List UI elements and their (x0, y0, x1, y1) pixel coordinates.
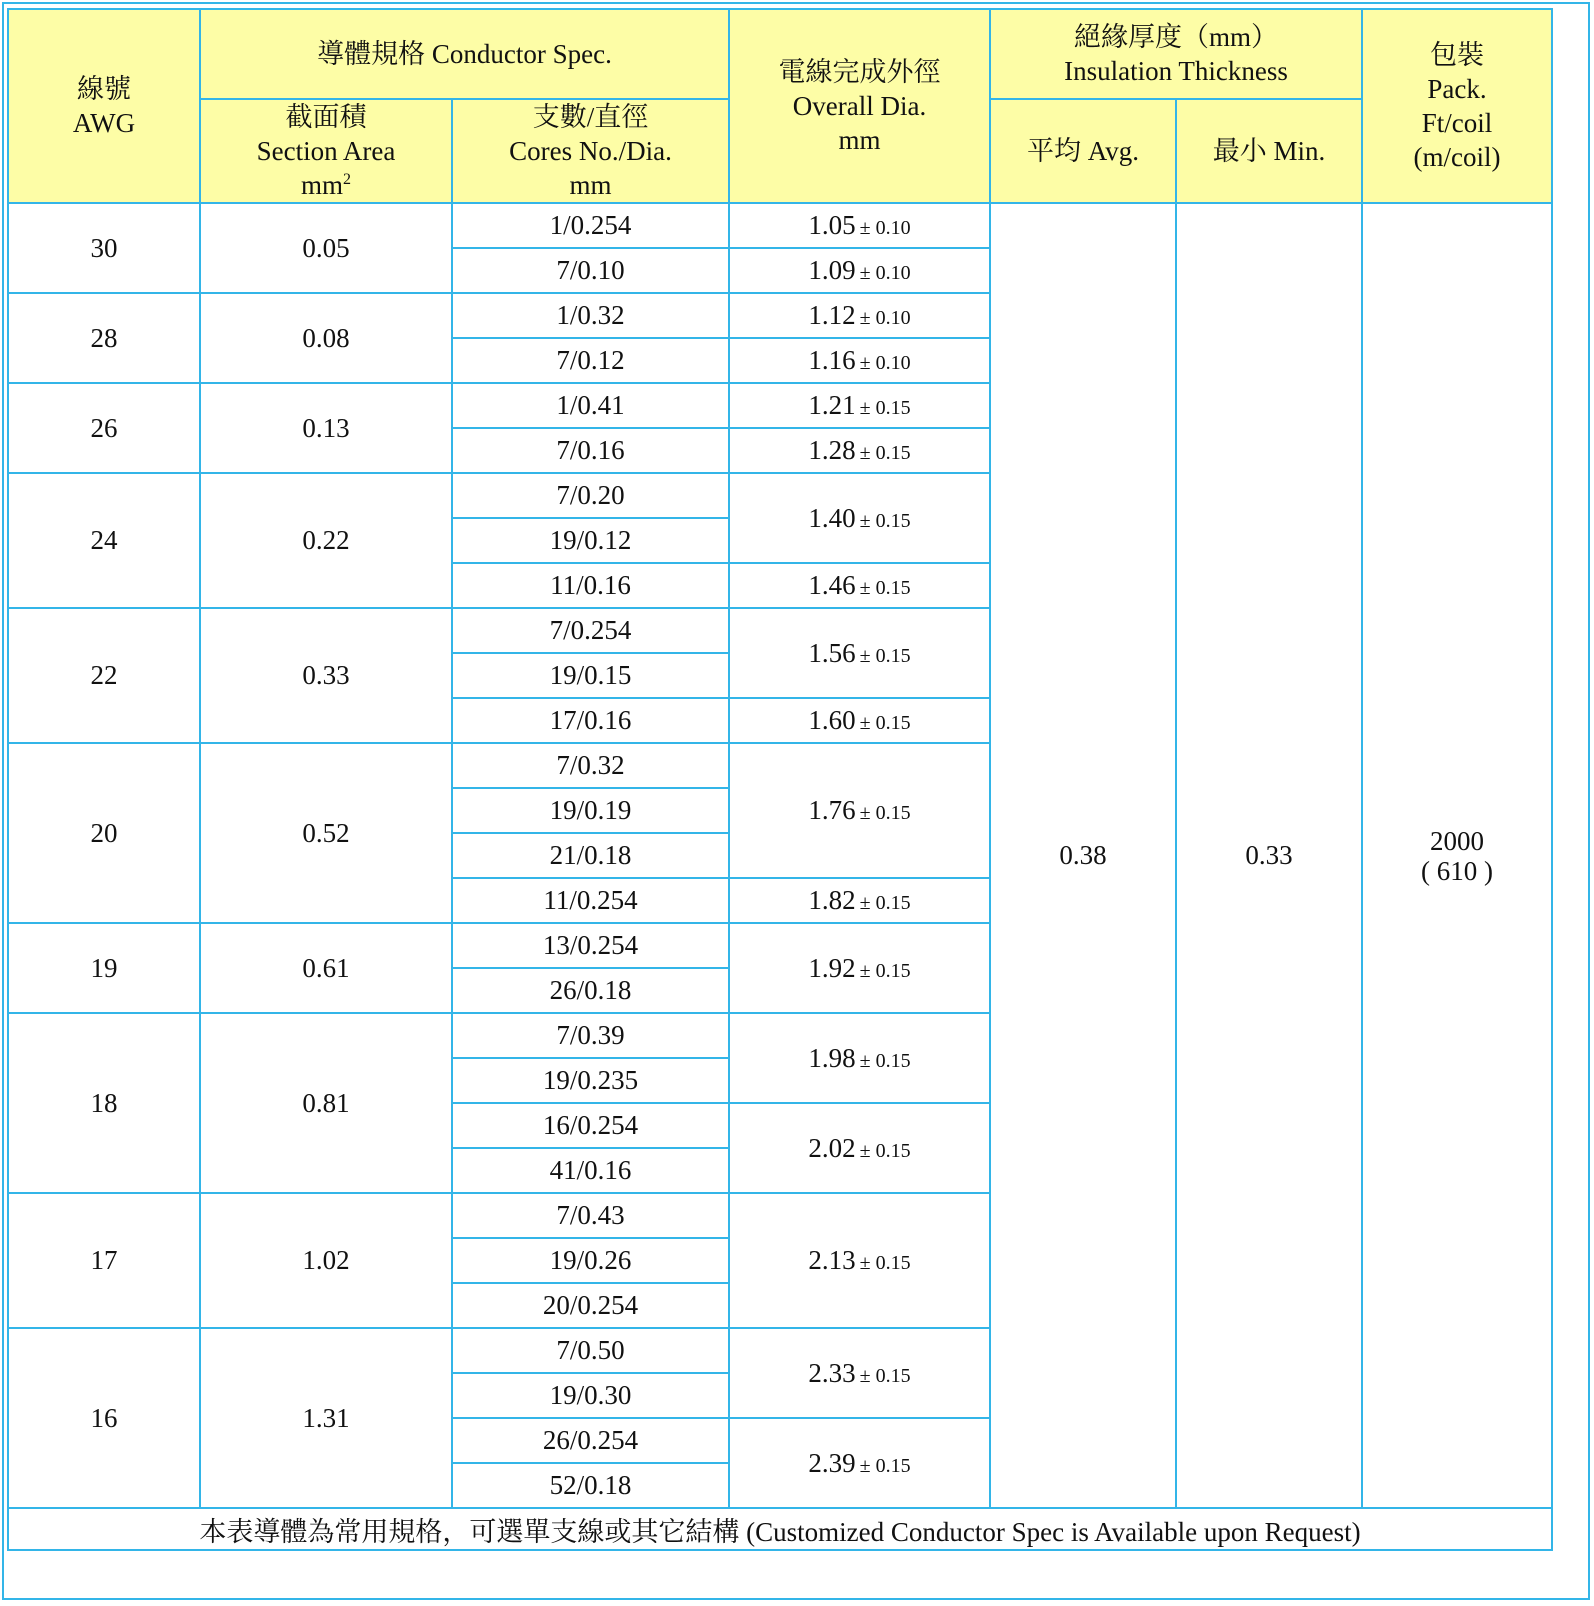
overall-dia-header (729, 9, 990, 203)
awg-cell: 18 (8, 1013, 200, 1193)
od-cell: 1.82 ± 0.15 (729, 878, 990, 923)
awg-header-zh: 線號 (77, 74, 131, 104)
cores-cell: 19/0.12 (452, 518, 729, 563)
cores-cell: 19/0.19 (452, 788, 729, 833)
awg-cell: 24 (8, 473, 200, 608)
area-header-zh: 截面積 (285, 102, 367, 132)
pack-m: ( 610 ) (1421, 855, 1493, 886)
cores-header-unit: mm (569, 170, 612, 200)
wire-spec-table (7, 8, 1553, 1551)
cores-cell: 52/0.18 (452, 1463, 729, 1508)
area-cell: 0.81 (200, 1013, 452, 1193)
cores-cell: 1/0.254 (452, 203, 729, 248)
cores-cell: 7/0.20 (452, 473, 729, 518)
od-cell: 1.28 ± 0.15 (729, 428, 990, 473)
cores-cell: 7/0.39 (452, 1013, 729, 1058)
spec-table-frame (2, 2, 1590, 1600)
awg-header (8, 9, 200, 203)
awg-cell: 30 (8, 203, 200, 293)
cores-cell: 7/0.50 (452, 1328, 729, 1373)
cores-header-zh: 支數/直徑 (532, 102, 649, 132)
cores-cell: 7/0.16 (452, 428, 729, 473)
pack-ft: 2000 (1430, 825, 1484, 856)
od-header-en: Overall Dia. (792, 91, 927, 121)
cores-cell: 19/0.26 (452, 1238, 729, 1283)
section-area-header (200, 99, 452, 203)
cores-cell: 7/0.254 (452, 608, 729, 653)
insulation-header (990, 9, 1362, 99)
area-cell: 0.08 (200, 293, 452, 383)
pack-header (1362, 9, 1552, 203)
cores-cell: 1/0.32 (452, 293, 729, 338)
area-cell: 1.02 (200, 1193, 452, 1328)
od-cell: 1.12 ± 0.10 (729, 293, 990, 338)
od-cell: 2.39 ± 0.15 (729, 1418, 990, 1508)
cores-cell: 7/0.10 (452, 248, 729, 293)
cores-cell: 19/0.15 (452, 653, 729, 698)
cores-cell: 41/0.16 (452, 1148, 729, 1193)
area-header-en: Section Area (256, 136, 396, 166)
od-cell: 1.16 ± 0.10 (729, 338, 990, 383)
od-header-zh: 電線完成外徑 (778, 57, 941, 87)
ins-header-zh: 絕緣厚度（mm） (1073, 22, 1278, 52)
od-cell: 2.33 ± 0.15 (729, 1328, 990, 1418)
pack-header-zh: 包裝 (1430, 40, 1484, 70)
insulation-min-cell: 0.33 (1176, 203, 1362, 1508)
od-cell: 1.60 ± 0.15 (729, 698, 990, 743)
awg-cell: 16 (8, 1328, 200, 1508)
ins-header-en: Insulation Thickness (1064, 56, 1288, 86)
awg-cell: 19 (8, 923, 200, 1013)
insulation-avg-header: 平均 Avg. (990, 99, 1176, 203)
od-cell: 1.76 ± 0.15 (729, 743, 990, 878)
cores-header-en: Cores No./Dia. (509, 136, 672, 166)
pack-header-en: Pack. (1427, 74, 1487, 104)
cores-cell: 7/0.12 (452, 338, 729, 383)
area-cell: 0.22 (200, 473, 452, 608)
area-header-unit: $mm^2$ (300, 170, 351, 200)
area-cell: 1.31 (200, 1328, 452, 1508)
awg-cell: 20 (8, 743, 200, 923)
area-cell: 0.13 (200, 383, 452, 473)
cores-cell: 13/0.254 (452, 923, 729, 968)
pack-header-unit2: (m/coil) (1413, 142, 1501, 172)
pack-header-unit1: Ft/coil (1421, 108, 1493, 138)
cores-cell: 1/0.41 (452, 383, 729, 428)
insulation-avg-cell: 0.38 (990, 203, 1176, 1508)
od-cell: 1.92 ± 0.15 (729, 923, 990, 1013)
cores-header (452, 99, 729, 203)
awg-cell: 28 (8, 293, 200, 383)
area-cell: 0.61 (200, 923, 452, 1013)
cores-cell: 21/0.18 (452, 833, 729, 878)
pack-cell (1362, 203, 1552, 1508)
cores-cell: 11/0.16 (452, 563, 729, 608)
cores-cell: 20/0.254 (452, 1283, 729, 1328)
od-cell: 1.09 ± 0.10 (729, 248, 990, 293)
awg-cell: 26 (8, 383, 200, 473)
cores-cell: 11/0.254 (452, 878, 729, 923)
od-cell: 1.40 ± 0.15 (729, 473, 990, 563)
conductor-header: 導體規格 Conductor Spec. (200, 9, 729, 99)
awg-cell: 22 (8, 608, 200, 743)
cores-cell: 26/0.18 (452, 968, 729, 1013)
od-cell: 1.46 ± 0.15 (729, 563, 990, 608)
od-cell: 2.13 ± 0.15 (729, 1193, 990, 1328)
insulation-min-header: 最小 Min. (1176, 99, 1362, 203)
awg-cell: 17 (8, 1193, 200, 1328)
area-cell: 0.52 (200, 743, 452, 923)
cores-cell: 7/0.32 (452, 743, 729, 788)
od-cell: 1.21 ± 0.15 (729, 383, 990, 428)
od-header-unit: mm (838, 125, 881, 155)
area-cell: 0.05 (200, 203, 452, 293)
cores-cell: 17/0.16 (452, 698, 729, 743)
awg-header-en: AWG (72, 108, 136, 138)
od-cell: 1.98 ± 0.15 (729, 1013, 990, 1103)
cores-cell: 19/0.235 (452, 1058, 729, 1103)
od-cell: 1.56 ± 0.15 (729, 608, 990, 698)
area-cell: 0.33 (200, 608, 452, 743)
cores-cell: 7/0.43 (452, 1193, 729, 1238)
footnote: 本表導體為常用規格，可選單支線或其它結構 (Customized Conductor Spec is Available upon Request) (8, 1508, 1552, 1550)
od-cell: 1.05 ± 0.10 (729, 203, 990, 248)
cores-cell: 16/0.254 (452, 1103, 729, 1148)
cores-cell: 26/0.254 (452, 1418, 729, 1463)
cores-cell: 19/0.30 (452, 1373, 729, 1418)
od-cell: 2.02 ± 0.15 (729, 1103, 990, 1193)
